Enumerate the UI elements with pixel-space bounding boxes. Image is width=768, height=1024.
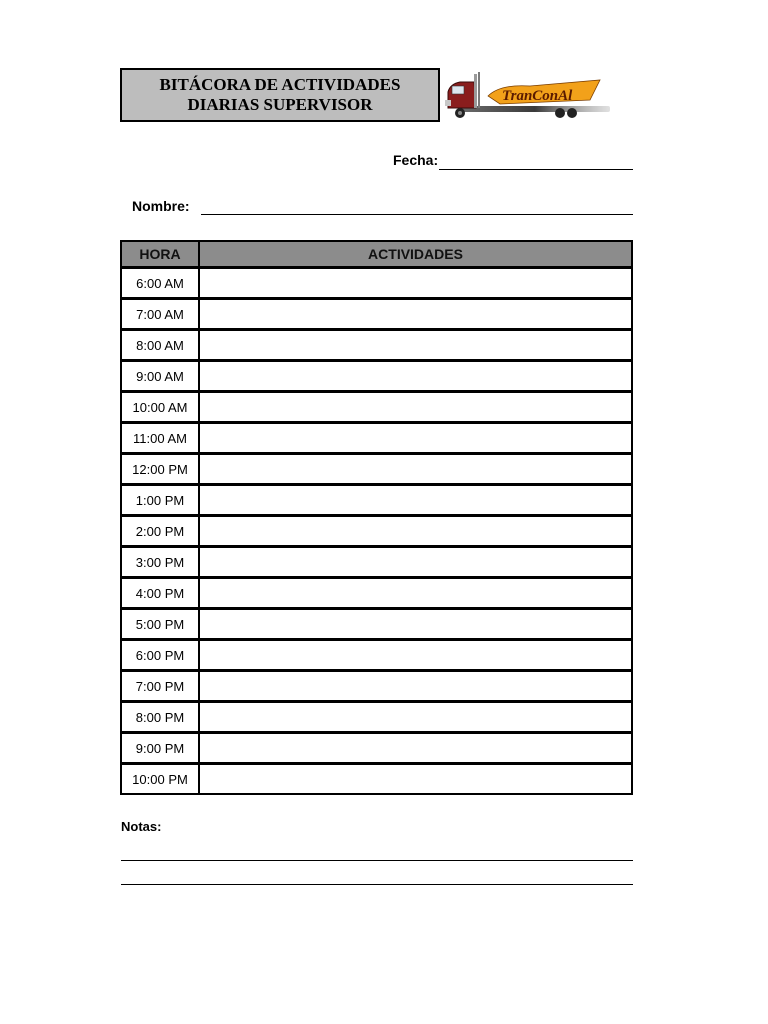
table-row bbox=[121, 764, 632, 795]
table-row bbox=[121, 609, 632, 640]
hora-cell: 9:00 AM bbox=[121, 361, 199, 392]
column-header-actividades: ACTIVIDADES bbox=[199, 241, 632, 268]
actividad-cell[interactable] bbox=[199, 485, 632, 516]
table-row bbox=[121, 671, 632, 702]
hora-cell: 2:00 PM bbox=[121, 516, 199, 547]
hora-cell: 8:00 PM bbox=[121, 702, 199, 733]
table-row bbox=[121, 268, 632, 299]
actividad-cell[interactable] bbox=[199, 268, 632, 299]
table-row bbox=[121, 330, 632, 361]
actividad-cell[interactable] bbox=[199, 423, 632, 454]
table-row bbox=[121, 361, 632, 392]
hora-cell: 3:00 PM bbox=[121, 547, 199, 578]
title-line-2: DIARIAS SUPERVISOR bbox=[187, 95, 373, 114]
notas-line-1[interactable] bbox=[121, 860, 633, 861]
hora-cell: 6:00 PM bbox=[121, 640, 199, 671]
nombre-field[interactable] bbox=[201, 214, 633, 215]
actividad-cell[interactable] bbox=[199, 640, 632, 671]
title-line-1: BITÁCORA DE ACTIVIDADES bbox=[159, 75, 401, 94]
actividad-cell[interactable] bbox=[199, 299, 632, 330]
logo-text: TranConAl bbox=[502, 88, 573, 104]
actividad-cell[interactable] bbox=[199, 361, 632, 392]
table-row bbox=[121, 578, 632, 609]
actividad-cell[interactable] bbox=[199, 578, 632, 609]
table-row bbox=[121, 547, 632, 578]
table-row bbox=[121, 640, 632, 671]
fecha-label: Fecha: bbox=[393, 152, 439, 168]
table-header-row bbox=[121, 241, 632, 268]
actividad-cell[interactable] bbox=[199, 516, 632, 547]
fecha-field[interactable] bbox=[439, 169, 633, 170]
actividad-cell[interactable] bbox=[199, 547, 632, 578]
hora-cell: 9:00 PM bbox=[121, 733, 199, 764]
notas-label: Notas: bbox=[121, 819, 162, 834]
hora-cell: 8:00 AM bbox=[121, 330, 199, 361]
nombre-label: Nombre: bbox=[132, 198, 190, 214]
column-header-hora: HORA bbox=[121, 241, 199, 268]
document-title bbox=[120, 68, 440, 122]
table-row bbox=[121, 485, 632, 516]
table-row bbox=[121, 392, 632, 423]
actividad-cell[interactable] bbox=[199, 609, 632, 640]
table-row bbox=[121, 299, 632, 330]
notas-line-2[interactable] bbox=[121, 884, 633, 885]
actividad-cell[interactable] bbox=[199, 454, 632, 485]
actividad-cell[interactable] bbox=[199, 733, 632, 764]
table-row bbox=[121, 423, 632, 454]
actividad-cell[interactable] bbox=[199, 392, 632, 423]
activity-log-table bbox=[120, 240, 633, 795]
actividad-cell[interactable] bbox=[199, 702, 632, 733]
table-row bbox=[121, 702, 632, 733]
hora-cell: 12:00 PM bbox=[121, 454, 199, 485]
hora-cell: 5:00 PM bbox=[121, 609, 199, 640]
table-row bbox=[121, 516, 632, 547]
hora-cell: 10:00 PM bbox=[121, 764, 199, 795]
table-row bbox=[121, 454, 632, 485]
truck-logo-icon bbox=[440, 66, 620, 126]
hora-cell: 6:00 AM bbox=[121, 268, 199, 299]
table-row bbox=[121, 733, 632, 764]
hora-cell: 7:00 PM bbox=[121, 671, 199, 702]
hora-cell: 7:00 AM bbox=[121, 299, 199, 330]
actividad-cell[interactable] bbox=[199, 764, 632, 795]
actividad-cell[interactable] bbox=[199, 671, 632, 702]
actividad-cell[interactable] bbox=[199, 330, 632, 361]
hora-cell: 11:00 AM bbox=[121, 423, 199, 454]
hora-cell: 10:00 AM bbox=[121, 392, 199, 423]
hora-cell: 4:00 PM bbox=[121, 578, 199, 609]
hora-cell: 1:00 PM bbox=[121, 485, 199, 516]
